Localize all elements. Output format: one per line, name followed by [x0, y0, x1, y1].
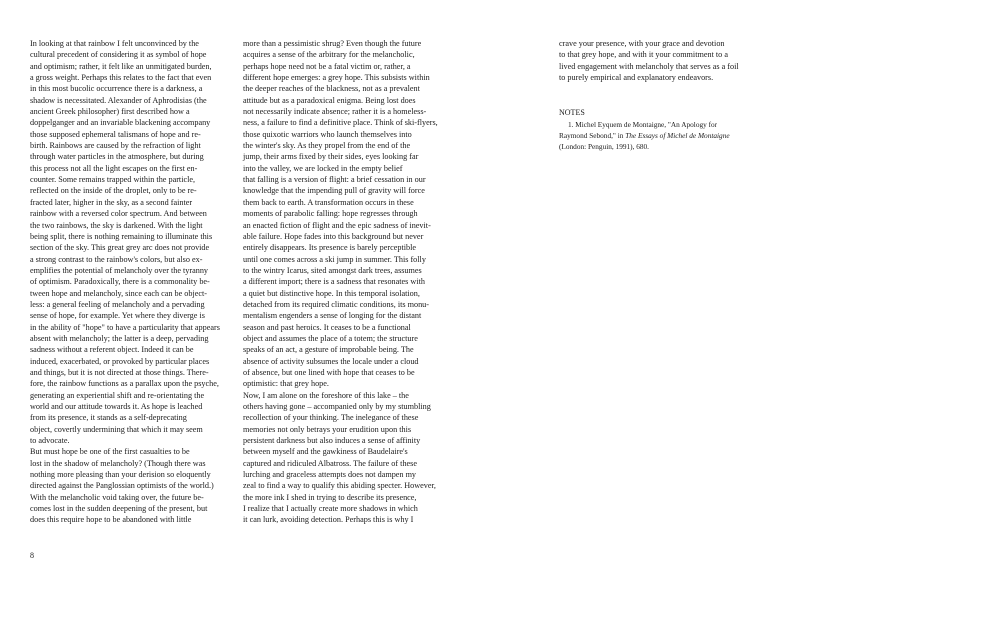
- text-line: knowledge that the impending pull of gravity will force: [243, 186, 425, 196]
- closing-paragraph: [559, 38, 764, 83]
- text-line: season and past heroics. It ceases to be a functional: [243, 322, 411, 332]
- text-line: able failure. Hope fades into this background but never: [243, 231, 424, 241]
- text-line: ness, a failure to find a definitive place. Think of ski-flyers,: [243, 118, 438, 128]
- text-line: to the wintry Icarus, sited amongst dark trees, assumes: [243, 265, 422, 275]
- text-line: nothing more pleasing than your derision so eloquently: [30, 470, 211, 480]
- text-line: acquires a sense of the arbitrary for the melancholic,: [243, 50, 415, 60]
- text-line: birth. Rainbows are caused by the refraction of light: [30, 141, 201, 151]
- text-line: doppelganger and an invariable blackening accompany: [30, 118, 211, 128]
- text-line: cultural precedent of considering it as symbol of hope: [30, 50, 207, 60]
- text-line: into the valley, we are locked in the empty belief: [243, 163, 403, 173]
- text-line: and optimism; rather, it felt like an unmitigated burden,: [30, 61, 212, 71]
- text-line: sadness without a referent object. Indeed it can be: [30, 345, 194, 355]
- text-line: until one comes across a ski jump in summer. This folly: [243, 254, 426, 264]
- text-line: comes lost in the sudden deepening of the present, but: [30, 504, 208, 514]
- text-line: captured and ridiculed Albatross. The failure of these: [243, 458, 417, 468]
- text-line: jump, their arms fixed by their sides, eyes looking far: [243, 152, 419, 162]
- note-1-line-1: 1. Michel Eyquem de Montaigne, "An Apology for: [568, 119, 718, 129]
- text-line: absence of activity subsumes the locale under a cloud: [243, 356, 419, 366]
- text-line: the more ink I shed in trying to describe its presence,: [243, 492, 417, 502]
- text-line: this process not all the light escapes on the first en-: [30, 163, 198, 173]
- text-line: fore, the rainbow functions as a parallax upon the psyche,: [30, 379, 219, 389]
- text-line: counter. Some remains trapped within the particle,: [30, 175, 196, 185]
- text-line: lost in the shadow of melancholy? (Though there was: [30, 458, 206, 468]
- page-number: 8: [30, 551, 34, 560]
- text-line: shadow is necessitated. Alexander of Aphrodisias (the: [30, 95, 207, 105]
- text-line: object and assumes the place of a totem; the structure: [243, 333, 418, 343]
- text-line: entirely disappears. Its presence is barely perceptible: [243, 243, 417, 253]
- text-line: to purely empirical and explanatory endeavors.: [559, 73, 714, 83]
- text-line: more than a pessimistic shrug? Even though the future: [243, 39, 422, 48]
- text-line: fracted later, higher in the sky, as a second fainter: [30, 197, 193, 207]
- text-line: sense of hope, for example. Yet where they diverge is: [30, 311, 205, 321]
- text-line: induced, exacerbated, or provoked by particular places: [30, 356, 210, 366]
- text-line: of optimism. Paradoxically, there is a commonality be-: [30, 277, 210, 287]
- text-line: moments of parabolic falling: hope regresses through: [243, 209, 418, 219]
- note-1-prefix: Raymond Sebond," in: [559, 131, 626, 141]
- text-column-3: [559, 38, 764, 153]
- text-line: to advocate.: [30, 436, 70, 446]
- text-line: directed against the Panglossian optimists of the world.): [30, 481, 214, 491]
- notes-section: [559, 107, 764, 152]
- text-line: lurching and graceless attempts does not dampen my: [243, 470, 417, 480]
- text-line: optimistic: that grey hope.: [243, 379, 329, 389]
- text-line: mentalism engenders a sense of longing for the distant: [243, 311, 422, 321]
- text-line: the winter's sky. As they propel from the end of the: [243, 141, 411, 151]
- text-line: lived engagement with melancholy that serves as a foil: [559, 61, 739, 71]
- text-line: a strong contrast to the rainbow's colors, but also ex-: [30, 254, 203, 264]
- text-line: them back to earth. A transformation occurs in these: [243, 197, 414, 207]
- note-1-line-2: [559, 130, 764, 141]
- text-line: less: a general feeling of melancholy and a pervading: [30, 299, 205, 309]
- text-line: In looking at that rainbow I felt unconvinced by the: [30, 39, 199, 48]
- text-line: recollection of your thinking. The inelegance of these: [243, 413, 419, 423]
- text-line: a different import; there is a sadness that resonates with: [243, 277, 425, 287]
- notes-heading: NOTES: [559, 108, 585, 118]
- text-line: to that grey hope, and with it your commitment to a: [559, 50, 728, 60]
- text-line: between myself and the gawkiness of Baudelaire's: [243, 447, 408, 457]
- text-line: tween hope and melancholy, since each can be object-: [30, 288, 208, 298]
- note-1-book-title: The Essays of Michel de Montaigne: [625, 131, 730, 141]
- text-line: being split, there is nothing remaining to illuminate this: [30, 231, 213, 241]
- text-line: the deeper reaches of the blackness, not as a prevalent: [243, 84, 420, 94]
- text-line: of absence, but one lined with hope that ceases to be: [243, 367, 415, 377]
- text-line: different hope emerges: a grey hope. This subsists within: [243, 73, 430, 83]
- text-line: object, covertly undermining that which it may seem: [30, 424, 203, 434]
- text-line: and things, but it is not directed at those things. There-: [30, 367, 209, 377]
- text-column-1: [30, 38, 242, 526]
- text-line: emplifies the potential of melancholy over the tyranny: [30, 265, 209, 275]
- text-line: world and our attitude towards it. As hope is leached: [30, 402, 203, 411]
- text-line: perhaps hope need not be a fatal victim or, rather, a: [243, 61, 411, 71]
- text-line: With the melancholic void taking over, the future be-: [30, 492, 204, 502]
- text-line: Now, I am alone on the foreshore of this lake – the: [243, 390, 409, 400]
- text-line: from its presence, it stands as a self-deprecating: [30, 413, 187, 423]
- text-line: speaks of an act, a gesture of improbable being. The: [243, 345, 414, 355]
- text-line: persistent darkness but also induces a sense of affinity: [243, 436, 421, 446]
- text-line: a quiet but distinctive hope. In this temporal isolation,: [243, 288, 420, 298]
- text-line: others having gone – accompanied only by my stumbling: [243, 402, 431, 411]
- text-line: through water particles in the atmosphere, but during: [30, 152, 204, 162]
- text-line: attitude but as a paradoxical enigma. Being lost does: [243, 95, 416, 105]
- text-line: those supposed ephemeral talismans of hope and re-: [30, 129, 201, 139]
- text-line: a gross weight. Perhaps this relates to the fact that even: [30, 73, 212, 83]
- text-line: those quixotic warriors who launch themselves into: [243, 129, 412, 139]
- note-1-line-3: (London: Penguin, 1991), 680.: [559, 142, 649, 152]
- text-line: it can lurk, avoiding detection. Perhaps this is why I: [243, 515, 414, 525]
- text-line: that falling is a version of flight: a brief cessation in our: [243, 175, 426, 185]
- text-line: rainbow with a reversed color spectrum. And between: [30, 209, 207, 219]
- text-line: memories not only betrays your erudition upon this: [243, 424, 412, 434]
- text-line: I realize that I actually create more shadows in which: [243, 504, 418, 514]
- text-line: section of the sky. This great grey arc does not provide: [30, 243, 210, 253]
- text-column-2: [243, 38, 455, 526]
- text-line: But must hope be one of the first casualties to be: [30, 447, 190, 457]
- text-line: in this most bucolic occurrence there is a darkness, a: [30, 84, 203, 94]
- text-line: not necessarily indicate absence; rather it is a homeless-: [243, 107, 427, 117]
- text-line: reflected on the inside of the droplet, only to be re-: [30, 186, 197, 196]
- text-line: does this require hope to be abandoned with little: [30, 515, 192, 525]
- text-line: generating an experiential shift and re-orientating the: [30, 390, 205, 400]
- text-line: crave your presence, with your grace and devotion: [559, 39, 725, 48]
- text-line: absent with melancholy; the latter is a deep, pervading: [30, 333, 209, 343]
- text-line: the two rainbows, the sky is darkened. With the light: [30, 220, 203, 230]
- text-line: ancient Greek philosopher) first described how a: [30, 107, 190, 117]
- text-line: an enacted fiction of flight and the epic sadness of inevit-: [243, 220, 431, 230]
- text-line: zeal to find a way to qualify this abiding specter. However,: [243, 481, 436, 491]
- text-line: detached from its required climatic conditions, its monu-: [243, 299, 429, 309]
- text-line: in the ability of "hope" to have a particularity that appears: [30, 322, 220, 332]
